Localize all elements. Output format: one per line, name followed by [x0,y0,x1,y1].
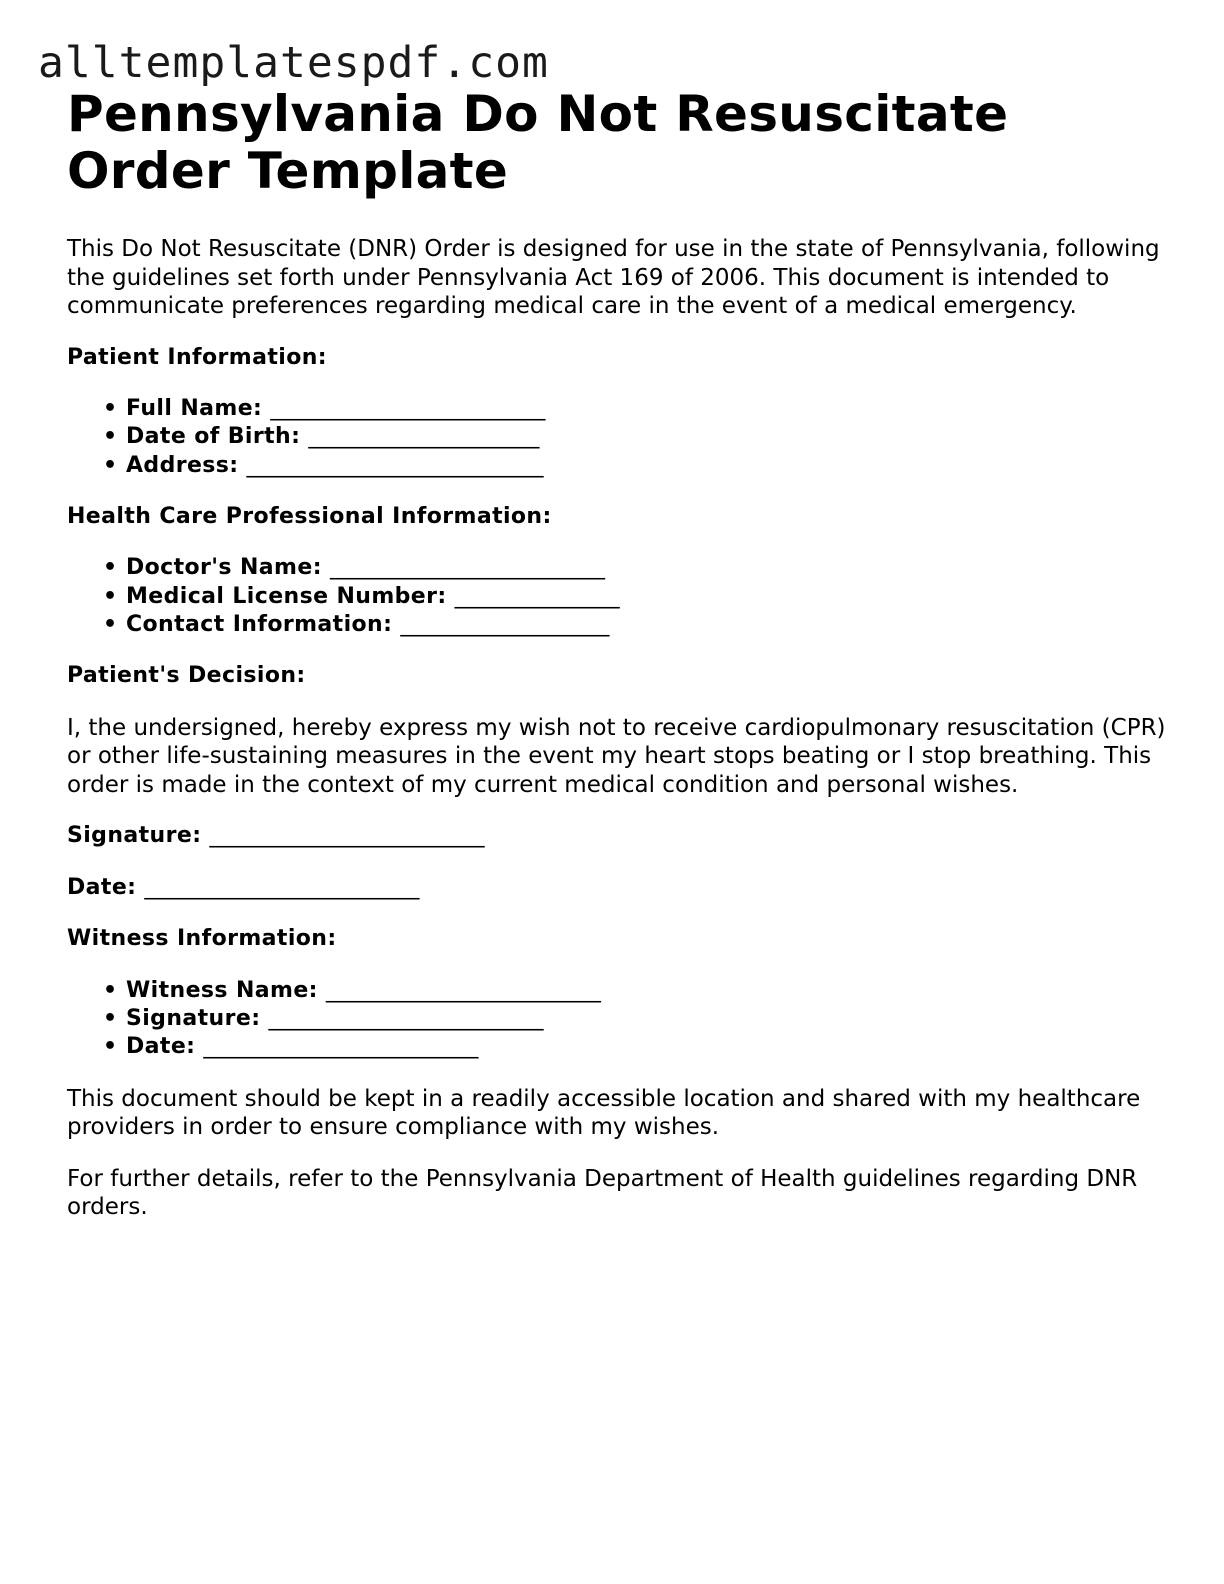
license-number-blank[interactable]: _______________ [454,583,620,609]
professional-info-heading: Health Care Professional Information: [67,503,552,529]
field-label: Contact Information: [126,611,393,637]
field-label: Address: [126,452,239,478]
list-item-witness-name [103,977,1167,1005]
signature-blank[interactable]: _________________________ [209,823,485,849]
document-page [67,86,1167,1222]
decision-paragraph: I, the undersigned, hereby express my wish not to receive cardiopulmonary resuscitation (CPR) or other life-sustaining measures in the event my heart stops beating or I stop breathing. This order is made in the context of my current medical condition and personal wishes. [67,714,1166,798]
list-item-witness-signature [103,1005,1167,1033]
field-label: Medical License Number: [126,583,447,609]
bullet-icon: • [103,555,118,581]
patient-info-heading: Patient Information: [67,344,327,370]
page-title: Pennsylvania Do Not Resuscitate Order Template [67,85,1009,200]
date-of-birth-blank[interactable]: _____________________ [308,424,540,450]
bullet-icon: • [103,611,118,637]
field-label: Date of Birth: [126,424,301,450]
field-label: Witness Name: [126,977,318,1003]
date-label: Date: [67,874,137,900]
list-item-address [103,452,1167,480]
signature-label: Signature: [67,823,202,849]
signature-line [67,822,1167,851]
field-label: Signature: [126,1006,261,1032]
bullet-icon: • [103,977,118,1003]
address-blank[interactable]: ___________________________ [246,452,544,478]
doctor-name-blank[interactable]: _________________________ [329,555,605,581]
date-blank[interactable]: _________________________ [144,874,420,900]
closing-paragraph-storage: This document should be kept in a readily accessible location and shared with my healthcare providers in order to ensure compliance with my wishes. [67,1085,1141,1141]
bullet-icon: • [103,452,118,478]
field-label: Date: [126,1034,196,1060]
list-item-witness-date [103,1033,1167,1061]
witness-signature-blank[interactable]: _________________________ [268,1006,544,1032]
list-item-date-of-birth [103,423,1167,451]
bullet-icon: • [103,1006,118,1032]
contact-info-blank[interactable]: ___________________ [400,611,610,637]
intro-paragraph: This Do Not Resuscitate (DNR) Order is designed for use in the state of Pennsylvania, following the guidelines set forth under Pennsylvania Act 169 of 2006. This document is intended to communicate preferences regarding medical care in the event of a medical emergency. [67,236,1160,319]
witness-info-list [67,977,1167,1062]
full-name-blank[interactable]: _________________________ [270,396,546,421]
watermark: alltemplatespdf.com [38,38,549,88]
list-item-contact-info [103,611,1167,639]
list-item-full-name [103,395,1167,423]
witness-name-blank[interactable]: _________________________ [325,977,601,1003]
bullet-icon: • [103,583,118,609]
witness-info-heading: Witness Information: [67,926,337,952]
list-item-doctor-name [103,554,1167,582]
bullet-icon: • [103,396,118,421]
date-line [67,874,1167,903]
patient-info-list [67,395,1167,480]
witness-date-blank[interactable]: _________________________ [203,1034,479,1060]
professional-info-list [67,554,1167,639]
decision-heading: Patient's Decision: [67,663,306,689]
field-label: Doctor's Name: [126,555,322,581]
bullet-icon: • [103,1034,118,1060]
bullet-icon: • [103,424,118,450]
closing-paragraph-guidelines: For further details, refer to the Pennsylvania Department of Health guidelines regarding DNR orders. [67,1165,1138,1221]
field-label: Full Name: [126,396,263,421]
list-item-license-number [103,583,1167,611]
